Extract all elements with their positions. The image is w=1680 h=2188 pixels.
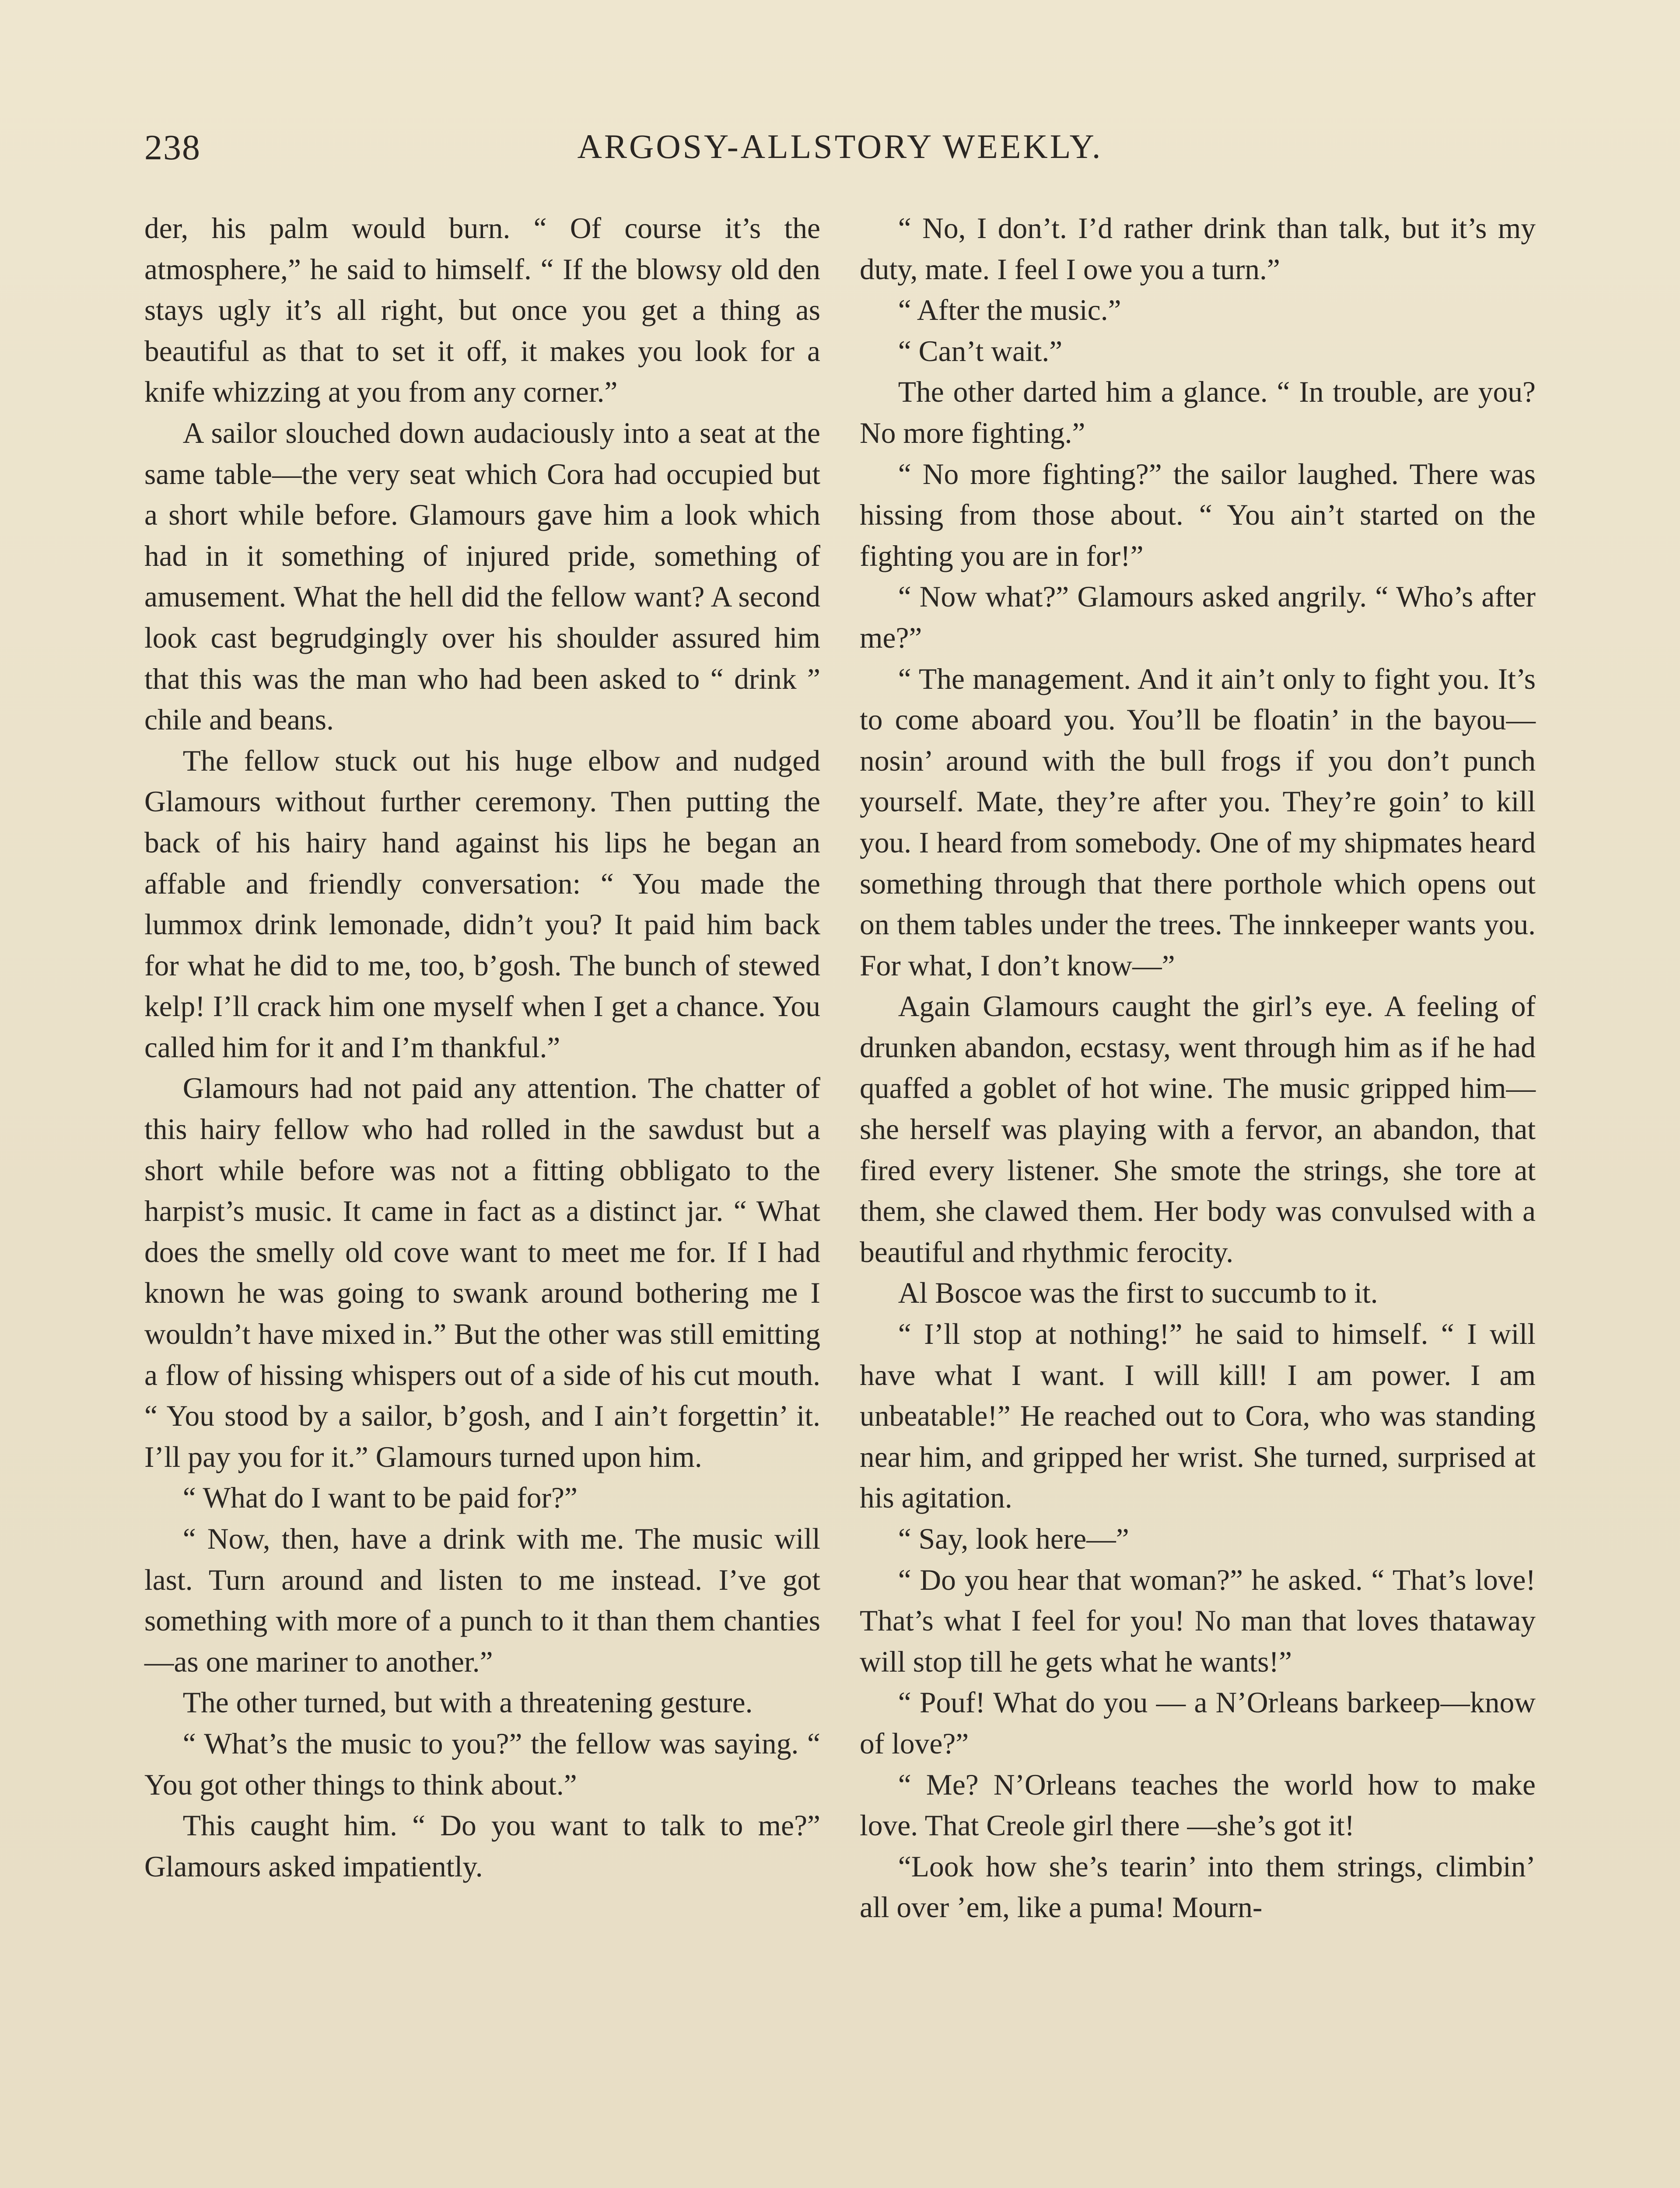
paragraph: The other darted him a glance. “ In trouble, are you? No more fighting.” — [860, 375, 1536, 449]
text-columns — [144, 208, 1536, 2188]
paragraph: “ No, I don’t. I’d rather drink than talk, but it’s my duty, mate. I feel I owe you a turn.” — [860, 212, 1536, 286]
page-header — [144, 127, 1536, 179]
paragraph: “ Me? N’Orleans teaches the world how to make love. That Creole girl there —she’s got it! — [860, 1768, 1536, 1842]
paragraph: “ Now what?” Glamours asked angrily. “ Who’s after me?” — [860, 580, 1536, 654]
paragraph: “ No more fighting?” the sailor laughed. There was hissing from those about. “ You ain’t started on the fighting you are in for!” — [860, 457, 1536, 572]
paragraph: The fellow stuck out his huge elbow and nudged Glamours without further ceremony. Then putting the back of his hairy hand against his lips he began an affable and friendly conversation: “ You made the lummox drink lemonade, didn’t you? It paid him back for what he did to me, too, b’gosh. The bunch of stewed kelp! I’ll crack him one myself when I get a chance. You called him for it and I’m thankful.” — [144, 744, 820, 1064]
paragraph: Again Glamours caught the girl’s eye. A feeling of drunken abandon, ecstasy, went through him as if he had quaffed a goblet of hot wine. The music gripped him—she herself was playing with a fervor, an abandon, that fired every listener. She smote the strings, she tore at them, she clawed them. Her body was convulsed with a beautiful and rhythmic ferocity. — [860, 990, 1536, 1269]
paragraph: “ After the music.” — [898, 294, 1121, 327]
paragraph: “Look how she’s tearin’ into them strings, climbin’ all over ’em, like a puma! Mourn- — [860, 1850, 1536, 1924]
page-number: 238 — [144, 127, 201, 167]
running-title: ARGOSY-ALLSTORY WEEKLY. — [577, 127, 1103, 165]
paragraph: “ Can’t wait.” — [898, 334, 1063, 368]
paragraph: “ Say, look here—” — [898, 1522, 1129, 1555]
paragraph: “ Now, then, have a drink with me. The music will last. Turn around and listen to me instead. I’ve got something with more of a punch to it than them chanties—as one mariner to another.” — [144, 1522, 820, 1678]
paragraph: The other turned, but with a threatening gesture. — [182, 1686, 753, 1719]
paragraph: “ What do I want to be paid for?” — [182, 1481, 578, 1515]
paragraph: “ I’ll stop at nothing!” he said to himself. “ I will have what I want. I will kill! I am power. I am unbeatable!” He reached out to Cora, who was standing near him, and gripped her wrist. She turned, surprised at his agitation. — [860, 1318, 1536, 1515]
right-column — [860, 208, 1536, 2188]
paragraph: “ Do you hear that woman?” he asked. “ That’s love! That’s what I feel for you! No man that loves thataway will stop till he gets what he wants!” — [860, 1563, 1536, 1678]
paragraph: Glamours had not paid any attention. The chatter of this hairy fellow who had rolled in the sawdust but a short while before was not a fitting obbligato to the harpist’s music. It came in fact as a distinct jar. “ What does the smelly old cove want to meet me for. If I had known he was going to swank around bothering me I wouldn’t have mixed in.” But the other was still emitting a flow of hissing whispers out of a side of his cut mouth. “ You stood by a sailor, b’gosh, and I ain’t forgettin’ it. I’ll pay you for it.” Glamours turned upon him. — [144, 1072, 820, 1473]
paragraph: der, his palm would burn. “ Of course it’s the atmosphere,” he said to himself. “ If the blowsy old den stays ugly it’s all right, but once you get a thing as beautiful as that to set it off, it makes you look for a knife whizzing at you from any corner.” — [144, 212, 820, 409]
paragraph: Al Boscoe was the first to succumb to it. — [898, 1276, 1378, 1310]
paragraph: “ Pouf! What do you — a N’Orleans barkeep—know of love?” — [860, 1686, 1536, 1760]
paragraph: “ What’s the music to you?” the fellow was saying. “ You got other things to think about.” — [144, 1727, 820, 1801]
left-column — [144, 208, 820, 2188]
paragraph: This caught him. “ Do you want to talk to me?” Glamours asked impatiently. — [144, 1809, 820, 1883]
paragraph: A sailor slouched down audaciously into a seat at the same table—the very seat which Cora had occupied but a short while before. Glamours gave him a look which had in it something of injured pride, something of amusement. What the hell did the fellow want? A second look cast begrudgingly over his shoulder assured him that this was the man who had been asked to “ drink ” chile and beans. — [144, 416, 820, 736]
paragraph: “ The management. And it ain’t only to fight you. It’s to come aboard you. You’ll be floatin’ in the bayou—nosin’ around with the bull frogs if you don’t punch yourself. Mate, they’re after you. They’re goin’ to kill you. I heard from somebody. One of my shipmates heard something through that there porthole which opens out on them tables under the trees. The innkeeper wants you. For what, I don’t know—” — [860, 662, 1536, 982]
